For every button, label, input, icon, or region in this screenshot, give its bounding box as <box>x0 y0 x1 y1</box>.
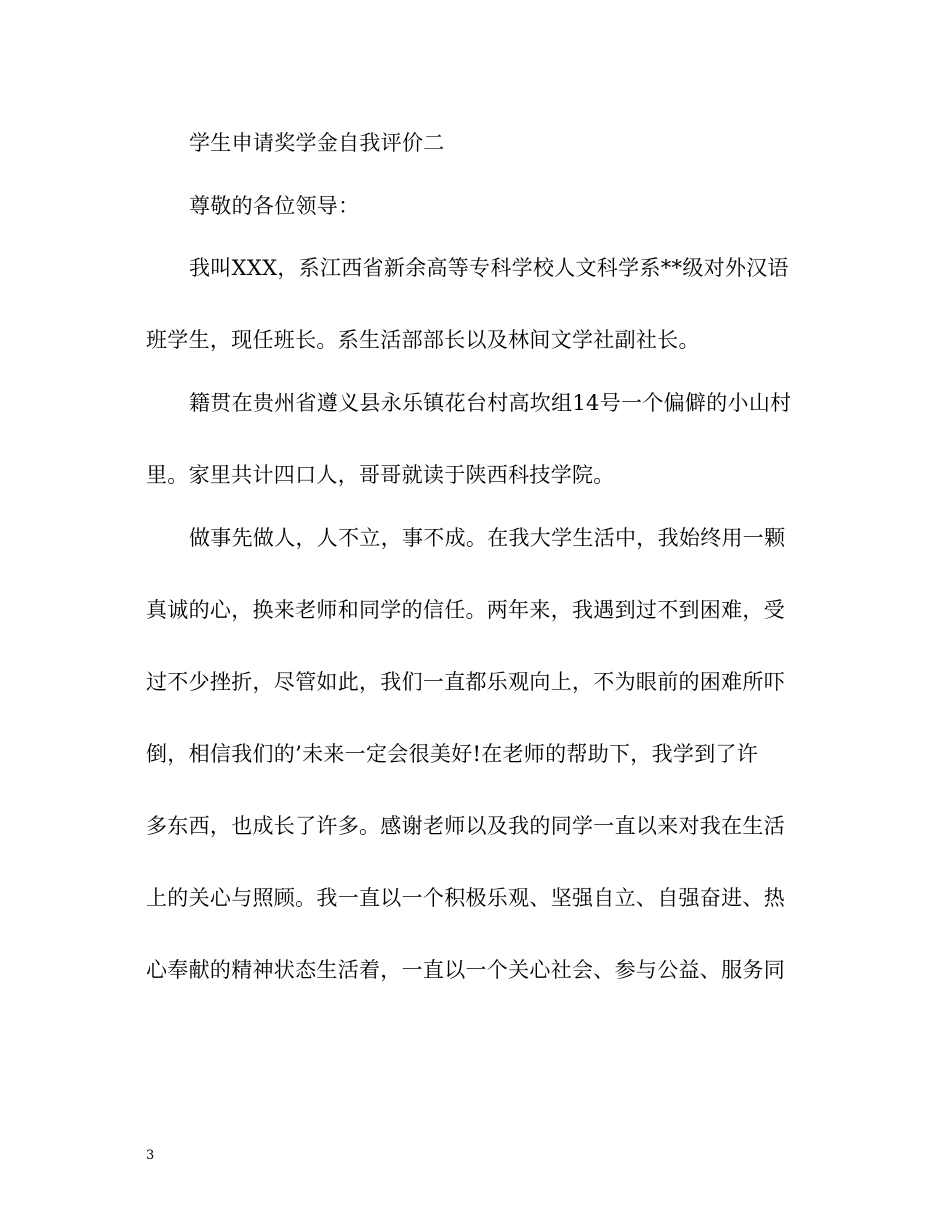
paragraph-2-line-2: 里。家里共计四口人，哥哥就读于陕西科技学院。 <box>146 463 615 487</box>
paragraph-3-line-1: 做事先做人，人不立，事不成。在我大学生活中，我始终用一颗 <box>189 526 786 550</box>
paragraph-3-line-7: 心奉献的精神状态生活着，一直以一个关心社会、参与公益、服务同 <box>146 958 785 982</box>
paragraph-3-line-4: 倒，相信我们的’未来一定会很美好!在老师的帮助下，我学到了许 <box>146 742 759 766</box>
paragraph-3-line-6: 上的关心与照顾。我一直以一个积极乐观、坚强自立、自强奋进、热 <box>146 886 785 910</box>
paragraph-2-line-1: 籍贯在贵州省遵义县永乐镇花台村高坎组14号一个偏僻的小山村 <box>189 391 792 415</box>
paragraph-1-line-2: 班学生，现任班长。系生活部部长以及林间文学社副社长。 <box>146 328 700 352</box>
paragraph-1-line-1: 我叫XXX，系江西省新余高等专科学校人文科学系**级对外汉语 <box>189 256 789 280</box>
document-title: 学生申请奖学金自我评价二 <box>189 131 445 155</box>
paragraph-3-line-3: 过不少挫折，尽管如此，我们一直都乐观向上，不为眼前的困难所吓 <box>146 670 785 694</box>
salutation: 尊敬的各位领导： <box>189 194 360 218</box>
paragraph-3-line-2: 真诚的心，换来老师和同学的信任。两年来，我遇到过不到困难，受 <box>146 598 785 622</box>
paragraph-3-line-5: 多东西，也成长了许多。感谢老师以及我的同学一直以来对我在生活 <box>146 814 785 838</box>
page-number: 3 <box>146 1148 155 1163</box>
